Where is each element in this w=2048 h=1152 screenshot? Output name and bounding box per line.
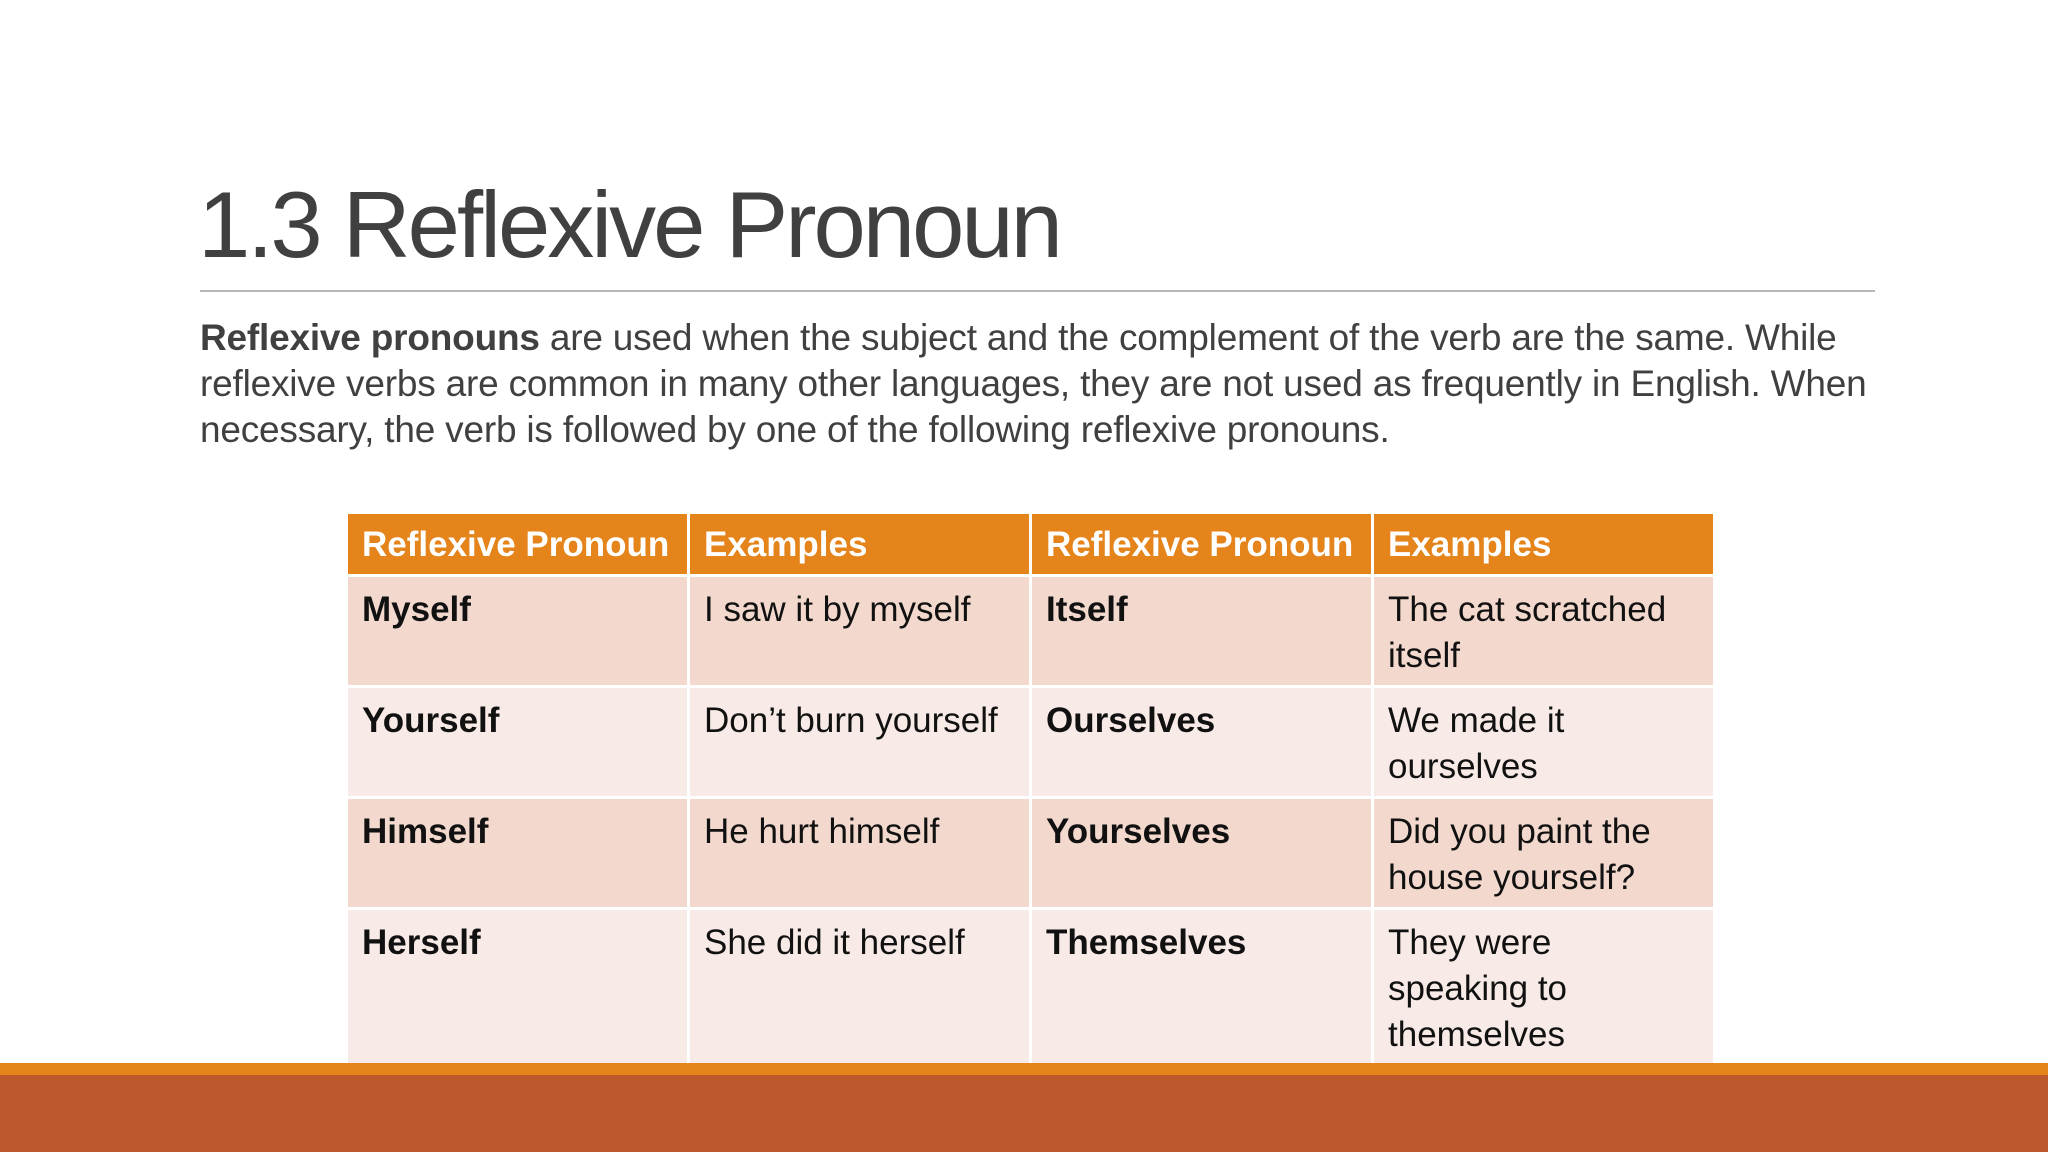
example-cell: I saw it by myself [689, 576, 1031, 687]
header-reflexive-pronoun-2: Reflexive Pronoun [1031, 513, 1373, 576]
header-examples-1: Examples [689, 513, 1031, 576]
intro-body-text: are used when the subject and the complement of the verb are the same. While reflexive verbs are common in many other languages, they are not used as frequently in English. When necessary, the verb is followed by one of the following reflexive pronouns. [200, 317, 1867, 450]
footer-accent-stripe [0, 1063, 2048, 1075]
example-cell: They were speaking to themselves [1373, 909, 1715, 1066]
pronoun-cell: Itself [1031, 576, 1373, 687]
intro-bold-term: Reflexive pronouns [200, 317, 540, 358]
pronoun-cell: Yourself [347, 687, 689, 798]
example-cell: Did you paint the house yourself? [1373, 798, 1715, 909]
pronoun-cell: Ourselves [1031, 687, 1373, 798]
table-header-row [347, 513, 1715, 576]
header-examples-2: Examples [1373, 513, 1715, 576]
example-cell: Don’t burn yourself [689, 687, 1031, 798]
pronoun-cell: Myself [347, 576, 689, 687]
table-row [347, 909, 1715, 1066]
table-row [347, 687, 1715, 798]
pronoun-cell: Themselves [1031, 909, 1373, 1066]
slide-title: 1.3 Reflexive Pronoun [198, 172, 1060, 277]
example-cell: The cat scratched itself [1373, 576, 1715, 687]
table-row [347, 798, 1715, 909]
reflexive-pronoun-table [345, 511, 1716, 1067]
example-cell: We made it ourselves [1373, 687, 1715, 798]
example-cell: He hurt himself [689, 798, 1031, 909]
pronoun-cell: Herself [347, 909, 689, 1066]
intro-paragraph [200, 315, 1890, 453]
table-row [347, 576, 1715, 687]
footer-band [0, 1075, 2048, 1152]
pronoun-cell: Yourselves [1031, 798, 1373, 909]
example-cell: She did it herself [689, 909, 1031, 1066]
title-divider [200, 290, 1875, 292]
pronoun-cell: Himself [347, 798, 689, 909]
header-reflexive-pronoun-1: Reflexive Pronoun [347, 513, 689, 576]
